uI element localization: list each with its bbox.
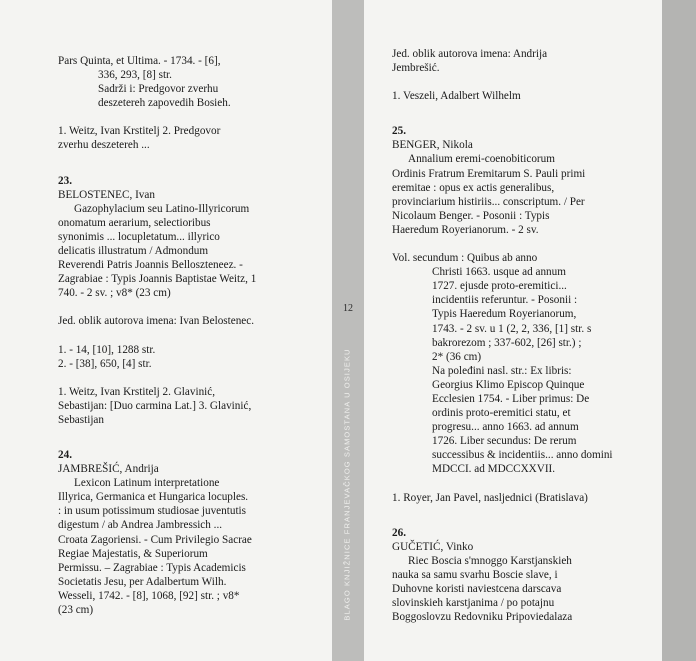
- text-line: 336, 293, [8] str.: [98, 69, 172, 82]
- text-line: Societatis Jesu, per Adalbertum Wilh.: [58, 575, 227, 588]
- page-edge: [662, 0, 696, 661]
- text-line: BELOSTENEC, Ivan: [58, 188, 155, 201]
- text-line: synonimis ... locupletatum... illyrico: [58, 230, 220, 243]
- spacer: [392, 237, 664, 251]
- text-line: Ecclesien 1754. - Liber primus: De: [432, 392, 590, 405]
- text-line: Duhovne koristi naviestcena darscava: [392, 583, 562, 595]
- text-line: Reverendi Patris Joannis Belloszteneez. -: [58, 259, 243, 272]
- text-line: zverhu deszetereh ...: [58, 139, 150, 152]
- text-line: incidentiis referuntur. - Posonii :: [432, 294, 578, 307]
- text-line: 1. Weitz, Ivan Krstitelj 2. Glavinić,: [58, 385, 216, 398]
- text-line: Illyrica, Germanica et Hungarica locuples.: [58, 491, 249, 504]
- left-column-text: [58, 54, 330, 617]
- text-line: provinciarium histiriis... conscriptum. / Per: [392, 195, 585, 208]
- spacer: [392, 103, 664, 124]
- text-line: 1. Veszeli, Adalbert Wilhelm: [392, 90, 521, 103]
- text-line: Croata Zagoriensi. - Cum Privilegio Sacrae: [58, 533, 252, 546]
- spine-text: BLAGO KNJIŽNICE FRANJEVAČKOG SAMOSTANA U OSIJEKU: [342, 348, 352, 621]
- text-line: 1. Weitz, Ivan Krstitelj 2. Predgovor: [58, 125, 221, 138]
- text-line: 2* (36 cm): [432, 350, 482, 363]
- right-column-text: [392, 47, 664, 624]
- text-line: bakrorezom ; 337-602, [26] str.) ;: [432, 336, 582, 349]
- spacer: [58, 371, 330, 385]
- text-line: Gazophylacium seu Latino-Illyricorum: [74, 202, 250, 215]
- spacer: [392, 477, 664, 491]
- entry-number: 24.: [58, 448, 72, 461]
- text-line: 740. - 2 sv. ; v8* (23 cm): [58, 287, 171, 300]
- text-line: progresu... anno 1663. ad annum: [432, 421, 579, 434]
- text-line: Pars Quinta, et Ultima. - 1734. - [6],: [58, 55, 221, 67]
- text-line: 1743. - 2 sv. u 1 (2, 2, 336, [1] str. s: [432, 322, 592, 335]
- text-line: Regiae Majestatis, & Superiorum: [58, 547, 208, 560]
- text-line: nauka sa samu svarhu Boscie slave, i: [392, 568, 558, 581]
- text-line: ordinis proto-eremitici statu, et: [432, 407, 571, 420]
- text-line: Jembrešić.: [392, 62, 440, 75]
- text-line: Nicolaum Benger. - Posonii : Typis: [392, 209, 550, 222]
- text-line: Ordinis Fratrum Eremitarum S. Pauli primi: [392, 167, 586, 180]
- text-line: Georgius Klimo Episcop Quinque: [432, 378, 585, 391]
- text-line: Permissu. – Zagrabiae : Typis Academicis: [58, 561, 246, 574]
- text-line: 1. Royer, Jan Pavel, nasljednici (Bratislava): [392, 491, 588, 504]
- spacer: [392, 75, 664, 89]
- text-line: Riec Boscia s'mnoggo Karstjanskieh: [408, 554, 572, 567]
- text-line: eremitae : opus ex actis generalibus,: [392, 181, 555, 194]
- page-number: 12: [343, 303, 353, 314]
- text-line: delicatis illustratum / Admondum: [58, 245, 209, 258]
- text-line: Haeredum Royerianorum. - 2 sv.: [392, 223, 539, 236]
- spacer: [58, 300, 330, 314]
- spacer: [392, 505, 664, 526]
- text-line: Vol. secundum : Quibus ab anno: [392, 252, 538, 265]
- text-line: Jed. oblik autorova imena: Andrija: [392, 48, 548, 60]
- text-line: Sebastijan: [Duo carmina Lat.] 3. Glavinić,: [58, 399, 252, 412]
- text-line: Christi 1663. usque ad annum: [432, 266, 566, 279]
- spacer: [58, 329, 330, 343]
- text-line: Lexicon Latinum interpretatione: [74, 477, 220, 490]
- entry-number: 23.: [58, 174, 72, 187]
- text-line: JAMBREŠIĆ, Andrija: [58, 463, 159, 476]
- text-line: Jed. oblik autorova imena: Ivan Belostenec.: [58, 315, 255, 328]
- text-line: 1726. Liber secundus: De rerum: [432, 435, 577, 448]
- entry-number: 25.: [392, 125, 406, 138]
- book-gutter: [332, 0, 364, 661]
- text-line: Zagrabiae : Typis Joannis Baptistae Weitz, 1: [58, 273, 257, 286]
- text-line: digestum / ab Andrea Jambressich ...: [58, 519, 223, 532]
- text-line: Na poleđini nasl. str.: Ex libris:: [432, 364, 572, 377]
- left-page: [0, 0, 332, 661]
- text-line: slovinskieh karstjanima / po potajnu: [392, 597, 555, 610]
- text-line: Sadrži i: Predgovor zverhu: [98, 83, 219, 96]
- text-line: Wesseli, 1742. - [8], 1068, [92] str. ; v8*: [58, 589, 240, 602]
- text-line: GUČETIĆ, Vinko: [392, 540, 474, 553]
- spacer: [58, 110, 330, 124]
- text-line: 1727. ejusde proto-eremitici...: [432, 280, 567, 293]
- text-line: Annalium eremi-coenobiticorum: [408, 153, 555, 166]
- text-line: Boggoslovzu Redovniku Pripoviedalaza: [392, 611, 573, 624]
- text-line: onomatum aerarium, selectioribus: [58, 216, 211, 229]
- text-line: 2. - [38], 650, [4] str.: [58, 357, 152, 370]
- text-line: Sebastijan: [58, 413, 104, 426]
- spacer: [58, 153, 330, 174]
- text-line: successibus & incidentiis... anno domini: [432, 449, 613, 462]
- entry-number: 26.: [392, 526, 406, 539]
- text-line: deszetereh zapovedih Bosieh.: [98, 97, 231, 110]
- spacer: [58, 427, 330, 448]
- text-line: : in usum potissimum studiosae juventutis: [58, 505, 247, 518]
- text-line: BENGER, Nikola: [392, 139, 473, 152]
- text-line: Typis Haeredum Royerianorum,: [432, 308, 577, 321]
- text-line: (23 cm): [58, 604, 94, 616]
- text-line: MDCCI. ad MDCCXXVII.: [432, 463, 556, 476]
- text-line: 1. - 14, [10], 1288 str.: [58, 343, 156, 356]
